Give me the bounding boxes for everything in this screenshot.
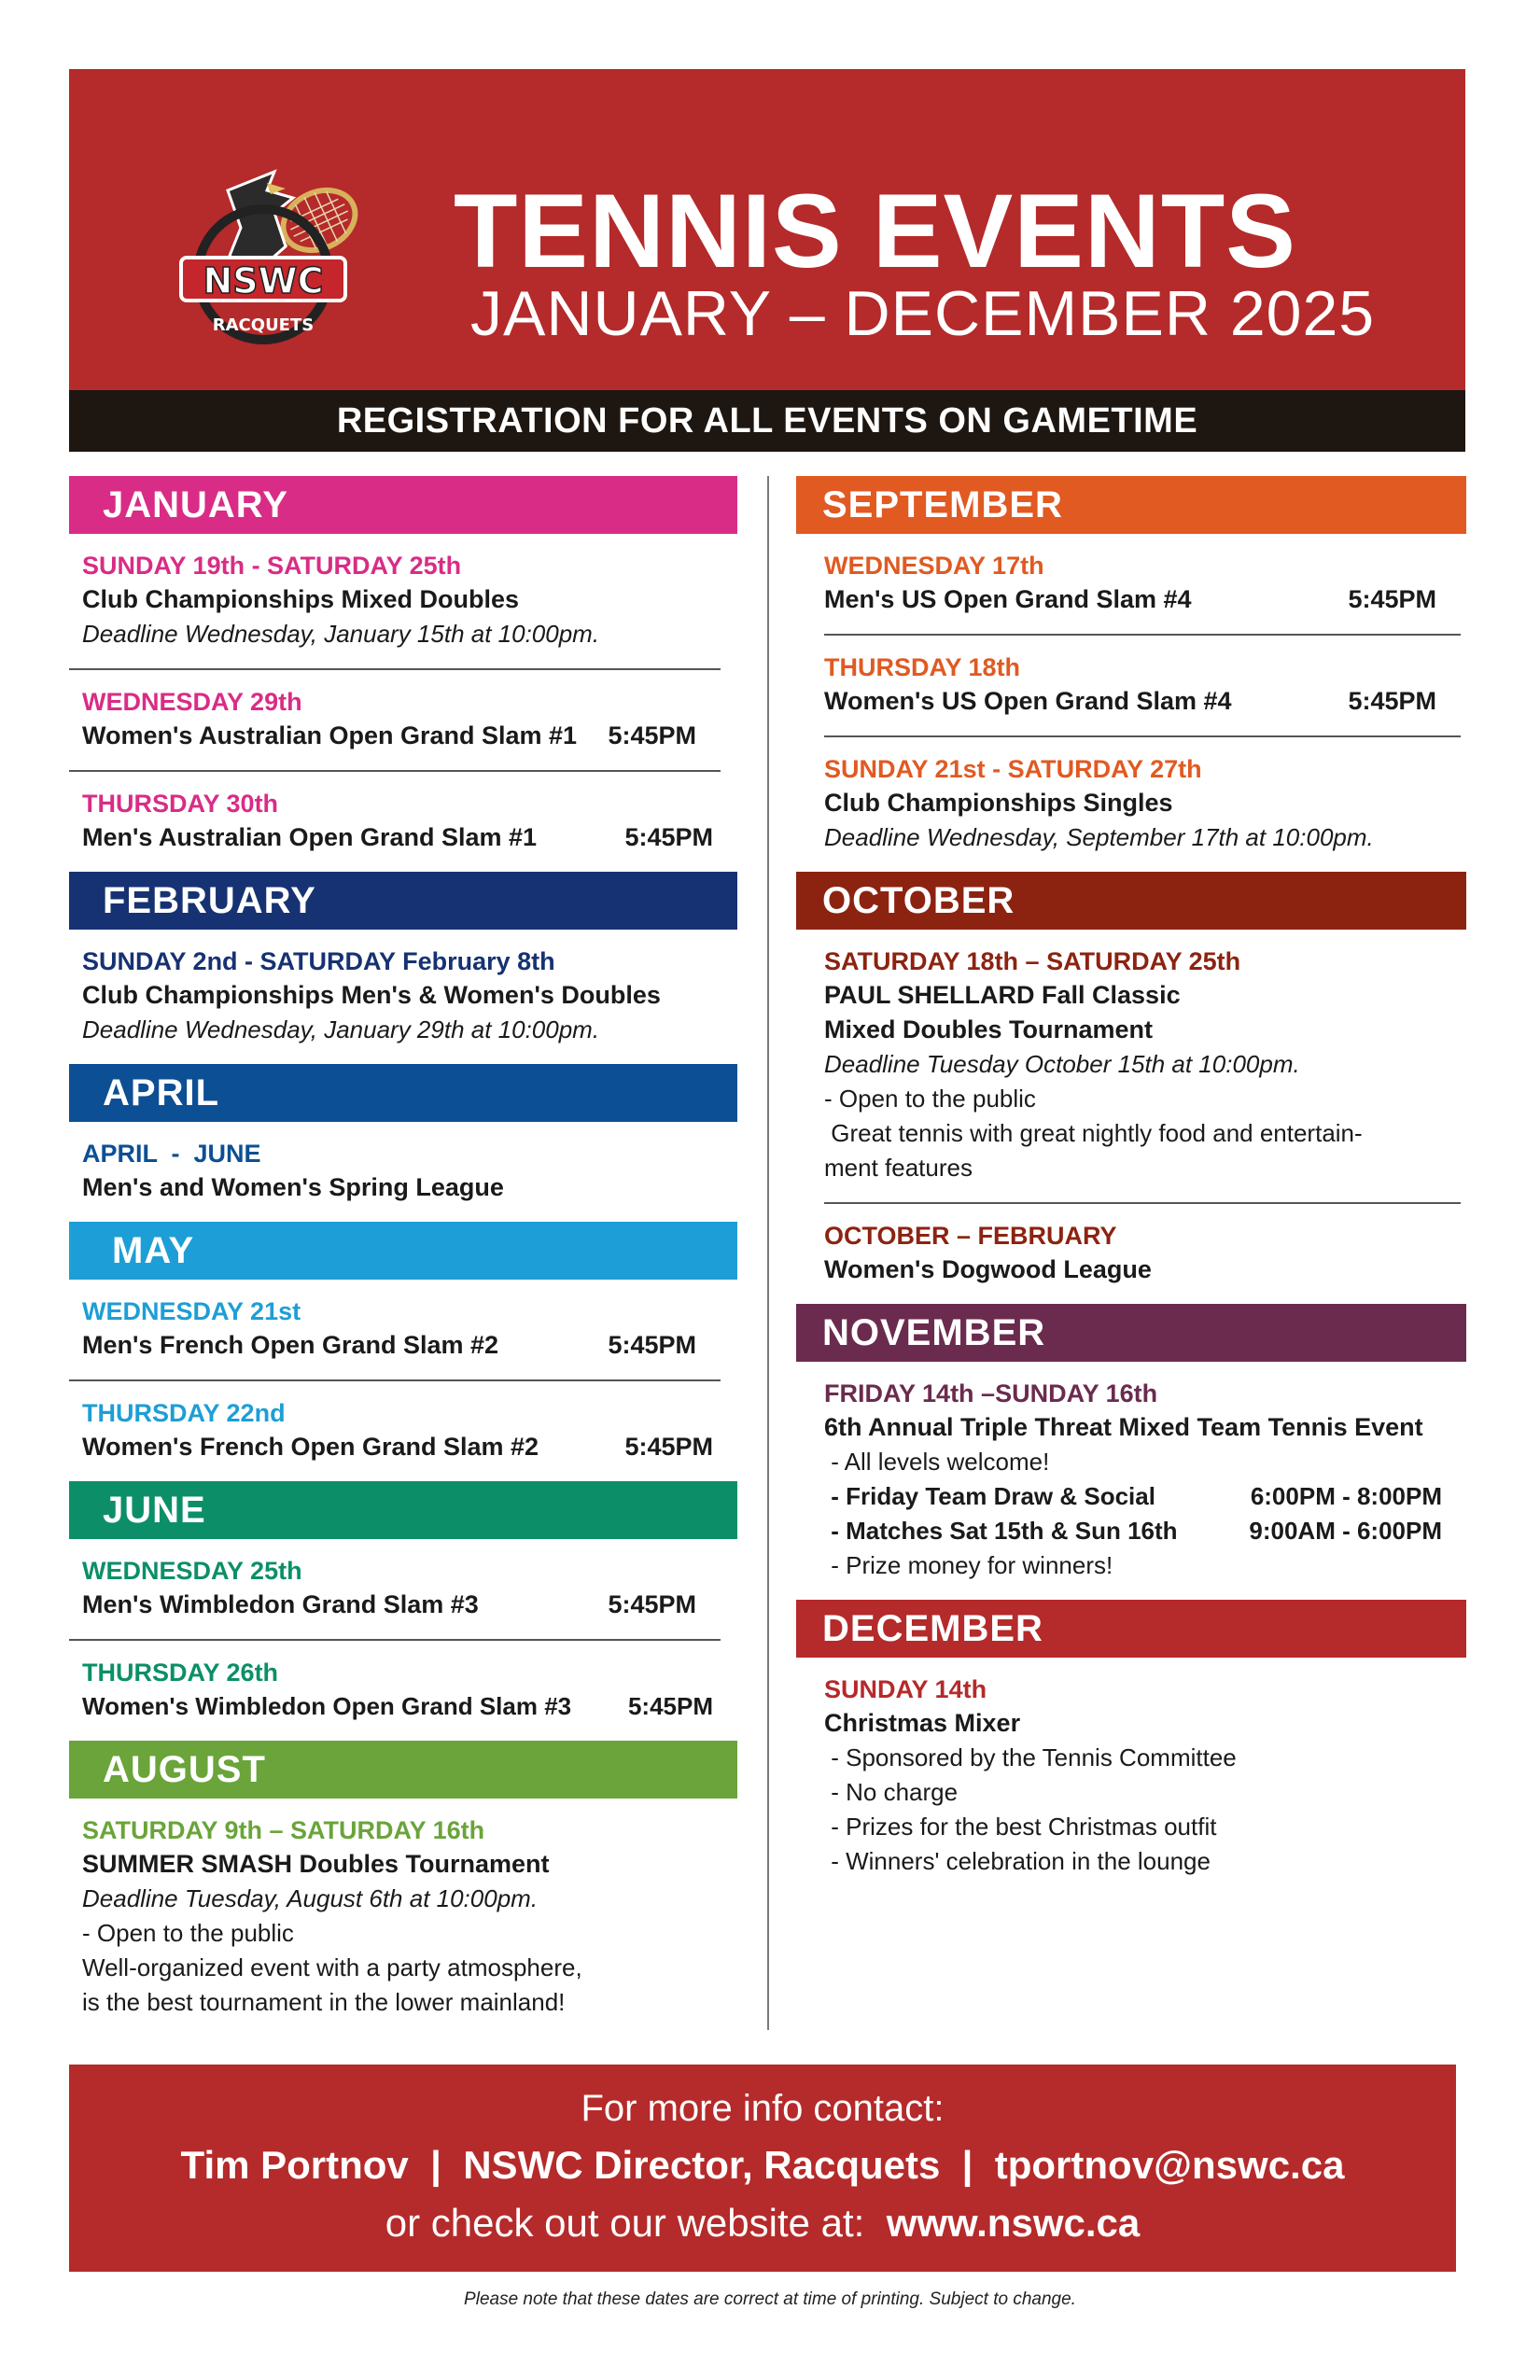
event-title: Women's US Open Grand Slam #4 [824, 687, 1232, 715]
event-deadline: Deadline Wednesday, January 29th at 10:00pm. [82, 1015, 600, 1043]
event-title: Women's Dogwood League [824, 1255, 1152, 1283]
event-detail: ment features [824, 1154, 973, 1182]
event-detail: Well-organized event with a party atmosphere, [82, 1953, 582, 1981]
website-link[interactable]: www.nswc.ca [886, 2201, 1141, 2245]
event-detail: - Winners' celebration in the lounge [824, 1847, 1211, 1875]
page-title: TENNIS EVENTS [454, 173, 1296, 289]
event-detail: - All levels welcome! [824, 1448, 1050, 1476]
event-time: 5:45PM [608, 1331, 696, 1359]
event-detail: - Sponsored by the Tennis Committee [824, 1743, 1237, 1771]
event-time: 5:45PM [608, 721, 696, 749]
svg-text:RACQUETS: RACQUETS [212, 315, 315, 335]
month-header-may: MAY [69, 1222, 737, 1280]
event-deadline: Deadline Tuesday October 15th at 10:00pm. [824, 1050, 1300, 1078]
right-column [796, 476, 1466, 1896]
event-item [69, 534, 721, 670]
event-title: 6th Annual Triple Threat Mixed Team Tennis Event [824, 1413, 1423, 1441]
event-title: Club Championships Men's & Women's Doubles [82, 981, 661, 1009]
event-date: SUNDAY 19th - SATURDAY 25th [82, 552, 462, 580]
event-title: PAUL SHELLARD Fall Classic [824, 981, 1181, 1009]
event-item [69, 1641, 737, 1741]
event-date: THURSDAY 30th [82, 790, 279, 818]
event-item [796, 737, 1466, 872]
event-item [69, 930, 737, 1064]
event-date: WEDNESDAY 17th [824, 552, 1044, 580]
event-title: Women's Australian Open Grand Slam #1 [82, 721, 578, 749]
event-detail: - Prizes for the best Christmas outfit [824, 1813, 1217, 1841]
event-item [69, 1799, 737, 2037]
month-header-november: NOVEMBER [796, 1304, 1466, 1362]
event-title: Men's French Open Grand Slam #2 [82, 1331, 499, 1359]
event-title: Women's French Open Grand Slam #2 [82, 1433, 539, 1461]
event-detail: - Prize money for winners! [824, 1551, 1113, 1579]
event-item [824, 534, 1461, 636]
schedule-label: - Matches Sat 15th & Sun 16th [824, 1517, 1178, 1545]
month-header-august: AUGUST [69, 1741, 737, 1799]
contact-footer [69, 2065, 1456, 2272]
event-item [69, 1122, 737, 1222]
svg-text:NSWC: NSWC [203, 260, 324, 301]
left-column [69, 476, 737, 2037]
event-title: SUMMER SMASH Doubles Tournament [82, 1850, 550, 1878]
website-prefix: or check out our website at: [385, 2201, 887, 2245]
month-header-february: FEBRUARY [69, 872, 737, 930]
event-date: SATURDAY 18th – SATURDAY 25th [824, 947, 1241, 975]
event-time: 5:45PM [624, 1433, 713, 1461]
disclaimer-note: Please note that these dates are correct at time of printing. Subject to change. [464, 2289, 1076, 2309]
event-item [69, 772, 737, 872]
event-time: 5:45PM [1348, 585, 1436, 613]
event-title: Men's Australian Open Grand Slam #1 [82, 823, 538, 851]
event-item [824, 930, 1461, 1204]
schedule-label: - Friday Team Draw & Social [824, 1482, 1155, 1510]
event-item [69, 1539, 721, 1641]
event-item [796, 1658, 1466, 1896]
event-time: 5:45PM [1348, 687, 1436, 715]
event-item [69, 1381, 737, 1481]
event-item [69, 1280, 721, 1381]
event-date: WEDNESDAY 21st [82, 1297, 301, 1325]
event-time: 5:45PM [624, 823, 713, 851]
event-detail: Great tennis with great nightly food and entertain- [824, 1119, 1363, 1147]
event-date: THURSDAY 18th [824, 653, 1021, 681]
event-date: WEDNESDAY 29th [82, 688, 302, 716]
nswc-racquets-logo [162, 153, 386, 349]
month-header-october: OCTOBER [796, 872, 1466, 930]
event-date: OCTOBER – FEBRUARY [824, 1222, 1117, 1250]
event-schedule-row [824, 1479, 1442, 1514]
event-date: SUNDAY 14th [824, 1675, 987, 1703]
event-date: FRIDAY 14th –SUNDAY 16th [824, 1379, 1158, 1407]
website-line [69, 2197, 1456, 2249]
contact-heading: For more info contact: [581, 2088, 945, 2129]
event-date: APRIL - JUNE [82, 1140, 261, 1168]
month-header-september: SEPTEMBER [796, 476, 1466, 534]
event-title: Women's Wimbledon Open Grand Slam #3 [82, 1692, 572, 1720]
event-title-line2: Mixed Doubles Tournament [824, 1015, 1154, 1043]
event-detail: - No charge [824, 1778, 959, 1806]
event-title: Men's Wimbledon Grand Slam #3 [82, 1590, 479, 1618]
event-date: THURSDAY 26th [82, 1659, 279, 1687]
event-schedule-row [824, 1514, 1442, 1548]
event-date: SUNDAY 2nd - SATURDAY February 8th [82, 947, 555, 975]
event-title: Men's and Women's Spring League [82, 1173, 504, 1201]
event-detail: - Open to the public [824, 1085, 1036, 1113]
schedule-time: 6:00PM - 8:00PM [1250, 1482, 1442, 1510]
event-date: SUNDAY 21st - SATURDAY 27th [824, 755, 1202, 783]
event-date: WEDNESDAY 25th [82, 1557, 302, 1585]
month-header-january: JANUARY [69, 476, 737, 534]
event-time: 5:45PM [608, 1590, 696, 1618]
contact-details[interactable]: Tim Portnov | NSWC Director, Racquets | tportnov@nswc.ca [180, 2143, 1345, 2187]
month-header-december: DECEMBER [796, 1600, 1466, 1658]
event-date: SATURDAY 9th – SATURDAY 16th [82, 1816, 485, 1844]
registration-banner: REGISTRATION FOR ALL EVENTS ON GAMETIME [69, 390, 1465, 452]
event-item [69, 670, 721, 772]
column-divider [767, 476, 769, 2030]
event-date: THURSDAY 22nd [82, 1399, 286, 1427]
event-deadline: Deadline Wednesday, September 17th at 10:00pm. [824, 823, 1374, 851]
event-item [796, 1362, 1466, 1600]
event-item [796, 1204, 1466, 1304]
header-banner [69, 69, 1465, 390]
event-title: Men's US Open Grand Slam #4 [824, 585, 1192, 613]
event-title: Club Championships Singles [824, 789, 1173, 817]
event-detail: - Open to the public [82, 1919, 294, 1947]
event-detail: is the best tournament in the lower mainland! [82, 1988, 566, 2016]
event-title: Club Championships Mixed Doubles [82, 585, 520, 613]
event-title: Christmas Mixer [824, 1709, 1021, 1737]
event-time: 5:45PM [627, 1692, 713, 1720]
event-deadline: Deadline Wednesday, January 15th at 10:00pm. [82, 620, 600, 648]
event-deadline: Deadline Tuesday, August 6th at 10:00pm. [82, 1884, 539, 1912]
schedule-time: 9:00AM - 6:00PM [1249, 1517, 1442, 1545]
event-item [824, 636, 1461, 737]
page-subtitle: JANUARY – DECEMBER 2025 [470, 278, 1376, 349]
month-header-april: APRIL [69, 1064, 737, 1122]
month-header-june: JUNE [69, 1481, 737, 1539]
